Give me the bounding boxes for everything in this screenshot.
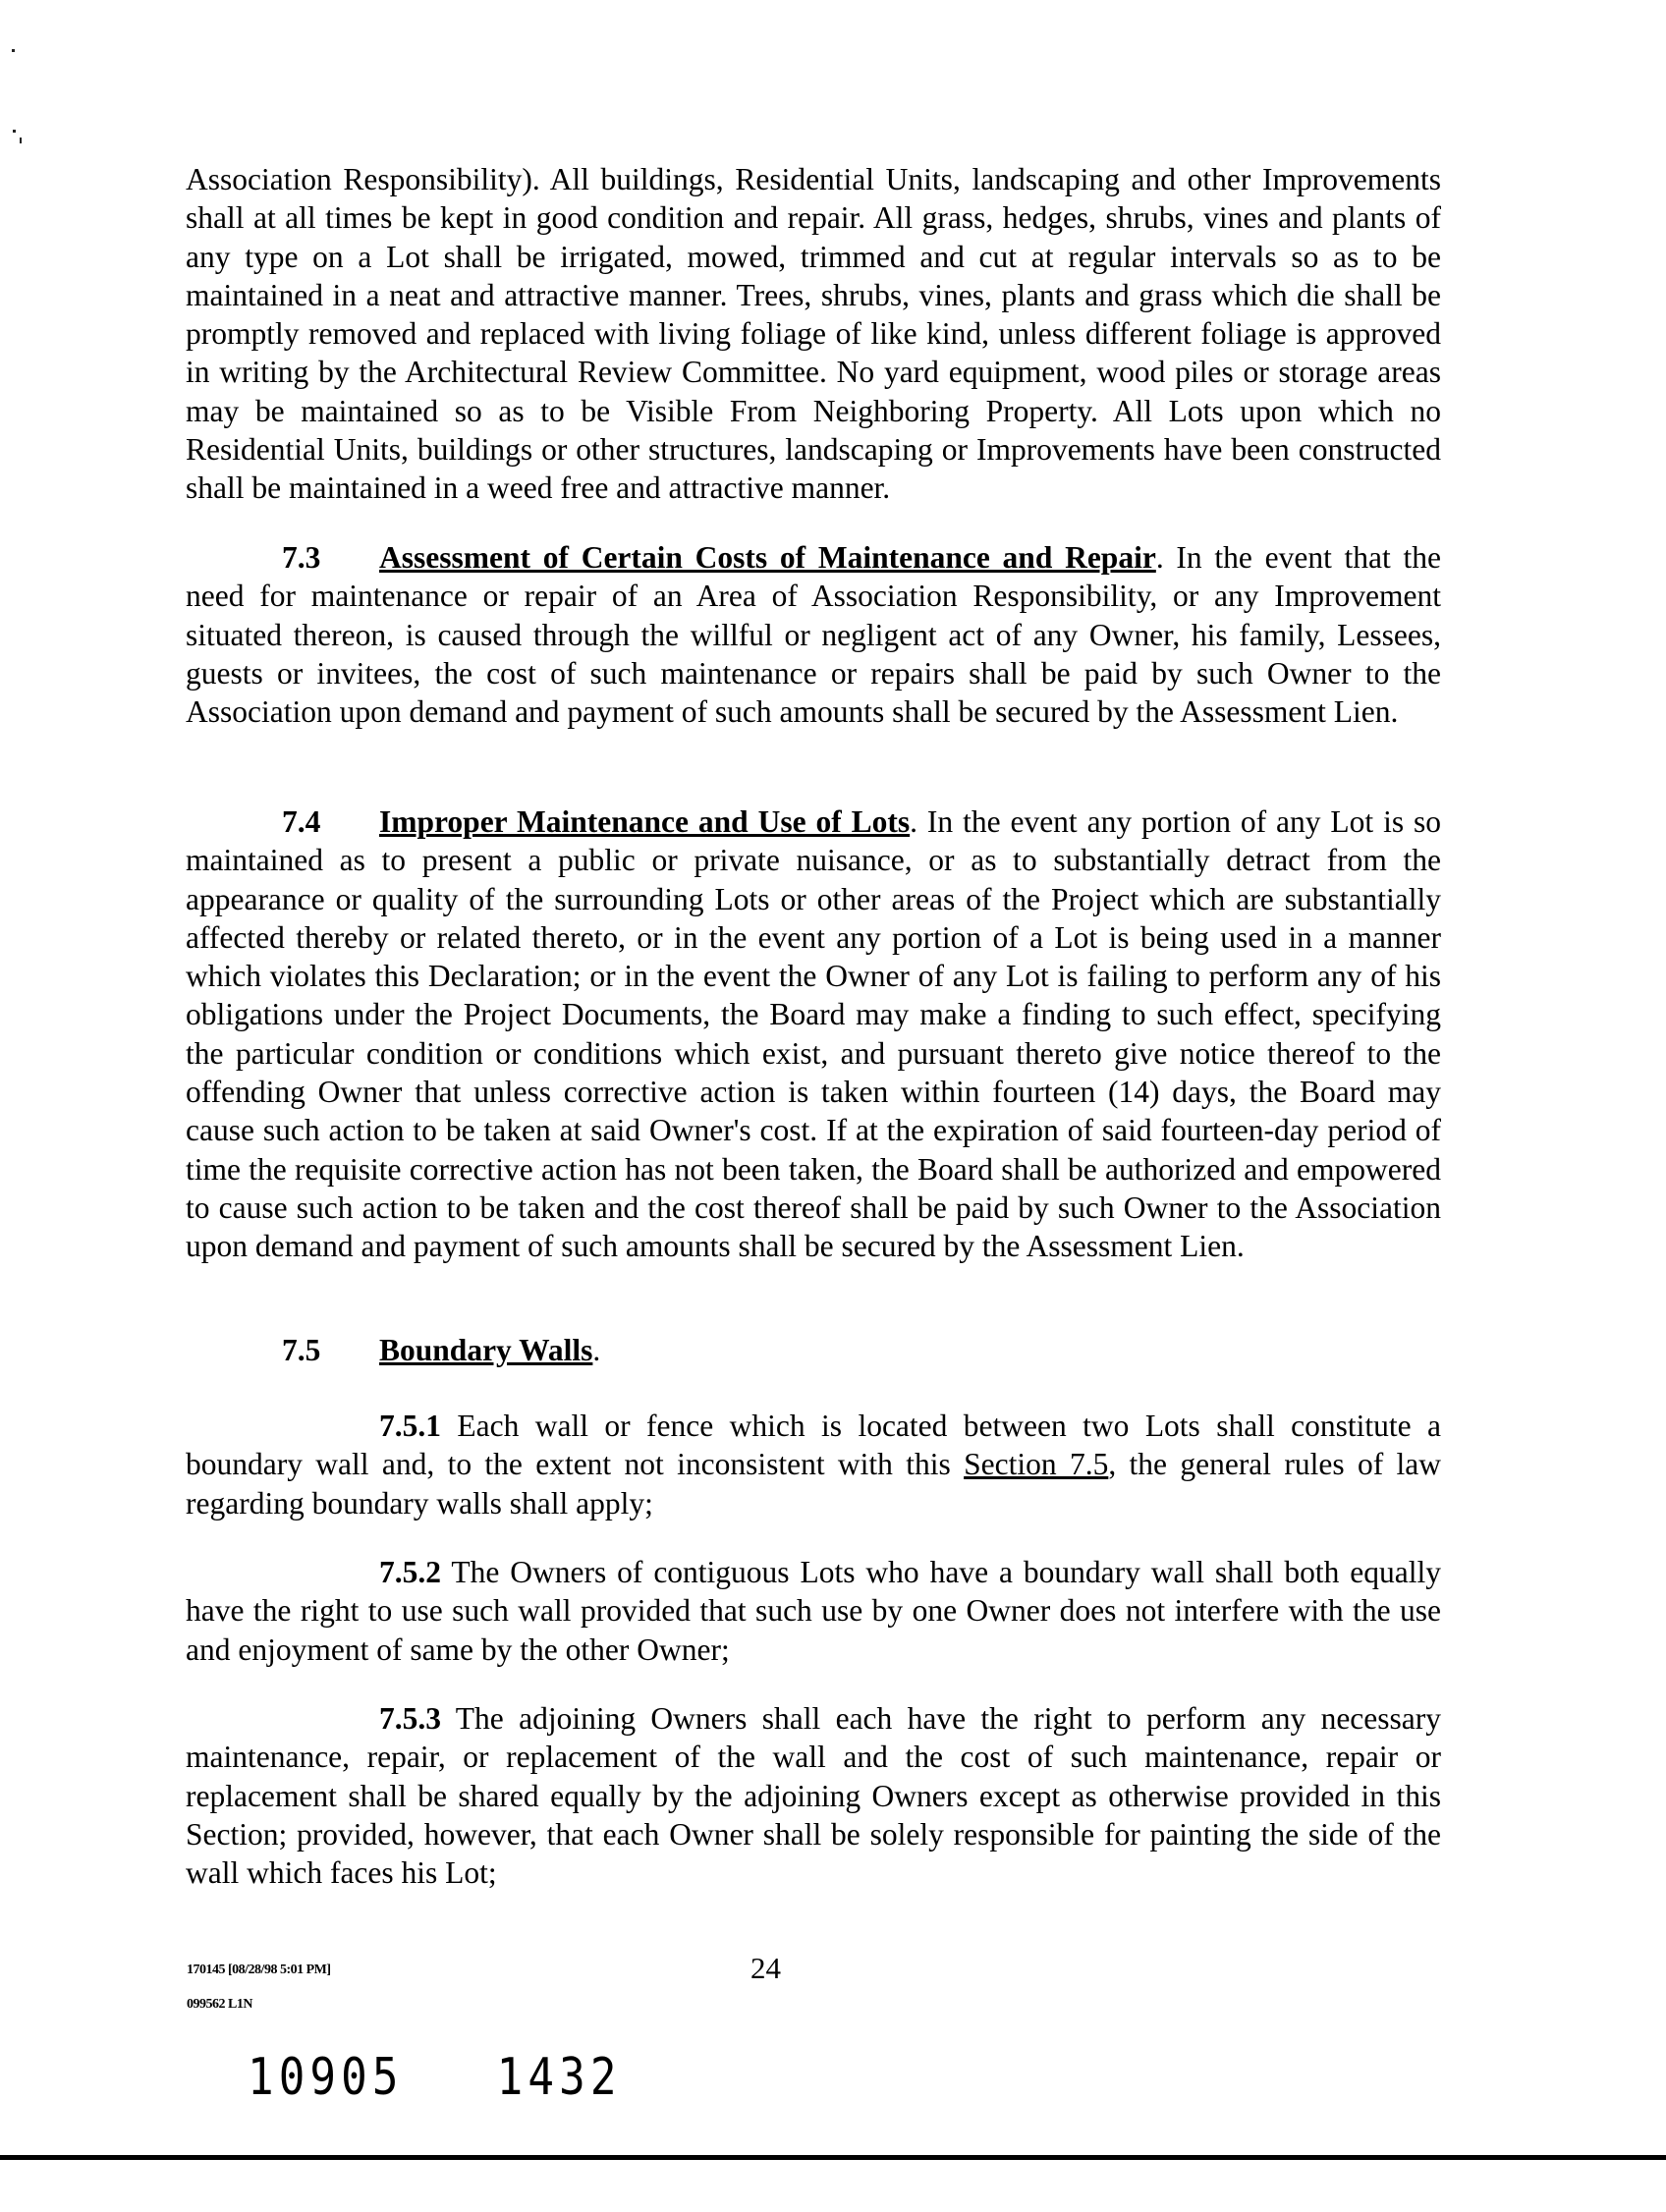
recording-stamp: 10905 1432 [248,2048,622,2107]
subsection-number: 7.5.3 [379,1701,441,1736]
paragraph-intro: Association Responsibility). All buildings, Residential Units, landscaping and other Improvements shall at all times be kept in good condition and repair. All grass, hedges, shrubs, vines and plants of any type on a Lot shall be irrigated, mowed, trimmed and cut at regular intervals so as to be maintained in a neat and attractive manner. Trees, shrubs, vines, plants and grass which die shall be promptly removed and replaced with living foliage of like kind, unless different foliage is approved in writing by the Architectural Review Committee. No yard equipment, wood piles or storage areas may be maintained so as to be Visible From Neighboring Property. All Lots upon which no Residential Units, buildings or other structures, landscaping or Improvements have been constructed shall be maintained in a weed free and attractive manner. [186,162,1441,506]
section-7-5 [186,1331,1441,1369]
section-7-5-1 [186,1407,1441,1522]
bottom-rule [0,2155,1666,2160]
section-title: Improper Maintenance and Use of Lots [379,804,911,839]
subsection-text: , the general rules of law regarding boundary walls shall apply; [186,1447,1441,1521]
section-7-5-2 [186,1553,1441,1669]
footer-doc-id: 170145 [08/28/98 5:01 PM] [187,1963,331,1977]
section-7-4 [186,802,1441,1266]
section-text: . In the event any portion of any Lot is so maintained as to present a public or private nuisance, or as to substantially detract from the appearance or quality of the surrounding Lots or other areas of the Project which are substantially affected thereby or related thereto, or in the event any portion of a Lot is being used in a manner which violates this Declaration; or in the event the Owner of any Lot is failing to perform any of his obligations under the Project Documents, the Board may make a finding to such effect, specifying the particular condition or conditions which exist, and pursuant thereto give notice thereof to the offending Owner that unless corrective action is taken within fourteen (14) days, the Board may cause such action to be taken at said Owner's cost. If at the expiration of said fourteen-day period of time the requisite corrective action has not been taken, the Board shall be authorized and empowered to cause such action to be taken and the cost thereof shall be paid by such Owner to the Association upon demand and payment of such amounts shall be secured by the Assessment Lien. [186,804,1441,1264]
section-title: Assessment of Certain Costs of Maintenance and Repair [379,540,1156,575]
section-title: Boundary Walls [379,1333,593,1367]
subsection-number: 7.5.2 [379,1555,441,1589]
subsection-number: 7.5.1 [379,1409,441,1443]
section-reference: Section 7.5 [964,1447,1109,1482]
section-7-3 [186,538,1441,731]
section-number: 7.3 [282,540,321,575]
footer-code: 099562 L1N [187,1997,252,2012]
section-7-5-3 [186,1699,1441,1892]
page-number: 24 [750,1951,781,1985]
section-title-end: . [592,1333,601,1367]
subsection-text: The Owners of contiguous Lots who have a boundary wall shall both equally have the right to use such wall provided that such use by one Owner does not interfere with the use and enjoyment of same by the other Owner; [186,1555,1441,1667]
scan-speck [12,49,15,52]
section-number: 7.4 [282,804,321,839]
scan-speck [13,130,16,133]
scan-speck [20,138,22,143]
subsection-text: The adjoining Owners shall each have the right to perform any necessary maintenance, repair, or replacement of the wall and the cost of such maintenance, repair or replacement shall be shared equally by the adjoining Owners except as otherwise provided in this Section; provided, however, that each Owner shall be solely responsible for painting the side of the wall which faces his Lot; [186,1701,1441,1891]
subsection-text: Each wall or fence which is located between two Lots shall constitute a boundary wall and, to the extent not inconsistent with this [186,1409,1441,1482]
section-number: 7.5 [282,1333,321,1367]
section-text: . In the event that the need for maintenance or repair of an Area of Association Responsibility, or any Improvement situated thereon, is caused through the willful or negligent act of any Owner, his family, Lessees, guests or invitees, the cost of such maintenance or repairs shall be paid by such Owner to the Association upon demand and payment of such amounts shall be secured by the Assessment Lien. [186,540,1441,730]
